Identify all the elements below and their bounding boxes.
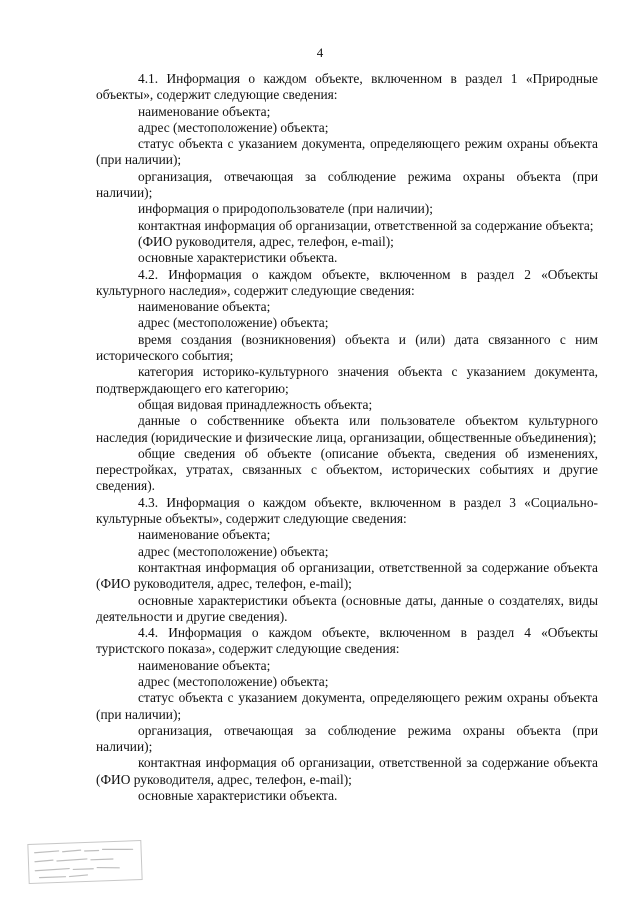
list-item: контактная информация об организации, ответственной за содержание объекта (ФИО руководителя, адрес, телефон, e-mail);	[96, 559, 598, 592]
list-item: общие сведения об объекте (описание объекта, сведения об изменениях, перестройках, утратах, связанных с объектом, исторических событиях и другие сведения).	[96, 445, 598, 494]
paragraph-4-3: 4.3. Информация о каждом объекте, включенном в раздел 3 «Социально-культурные объекты», содержит следующие сведения:	[96, 494, 598, 527]
list-item: контактная информация об организации, ответственной за содержание объекта (ФИО руководителя, адрес, телефон, e-mail);	[96, 755, 598, 787]
list-item: адрес (местоположение) объекта;	[138, 119, 329, 135]
list-item: статус объекта с указанием документа, определяющего режим охраны объекта (при наличии);	[96, 136, 598, 168]
list-item: наименование объекта;	[138, 527, 271, 543]
faded-stamp-icon	[27, 840, 142, 884]
list-item: основные характеристики объекта (основные даты, данные о создателях, виды деятельности и другие сведения).	[96, 592, 598, 624]
list-item: организация, отвечающая за соблюдение режима охраны объекта (при наличии);	[96, 168, 598, 201]
list-item: (ФИО руководителя, адрес, телефон, e-mail);	[138, 233, 394, 249]
list-item: контактная информация об организации, ответственной за содержание объекта;	[138, 217, 594, 233]
list-item: организация, отвечающая за соблюдение режима охраны объекта (при наличии);	[96, 722, 598, 755]
page-number: 4	[316, 45, 324, 60]
paragraph-4-4: 4.4. Информация о каждом объекте, включенном в раздел 4 «Объекты туристского показа», содержит следующие сведения:	[96, 625, 598, 657]
document-body	[96, 71, 598, 804]
list-item: общая видовая принадлежность объекта;	[138, 396, 373, 412]
list-item: основные характеристики объекта.	[138, 250, 338, 266]
list-item: данные о собственнике объекта или пользователе объектом культурного наследия (юридические и физические лица, организации, общественные объединения);	[96, 413, 598, 445]
list-item: статус объекта с указанием документа, определяющего режим охраны объекта (при наличии);	[96, 690, 598, 722]
list-item: наименование объекта;	[138, 103, 271, 119]
list-item: наименование объекта;	[138, 657, 271, 673]
list-item: основные характеристики объекта.	[138, 788, 338, 804]
list-item: время создания (возникновения) объекта и (или) дата связанного с ним исторического события;	[96, 331, 598, 364]
list-item: категория историко-культурного значения объекта с указанием документа, подтверждающего его категорию;	[96, 364, 598, 396]
list-item: адрес (местоположение) объекта;	[138, 315, 329, 331]
paragraph-4-1: 4.1. Информация о каждом объекте, включенном в раздел 1 «Природные объекты», содержит следующие сведения:	[96, 71, 598, 103]
list-item: адрес (местоположение) объекта;	[138, 673, 329, 689]
list-item: наименование объекта;	[138, 299, 271, 315]
list-item: информация о природопользователе (при наличии);	[138, 201, 433, 217]
list-item: адрес (местоположение) объекта;	[138, 543, 329, 559]
paragraph-4-2: 4.2. Информация о каждом объекте, включенном в раздел 2 «Объекты культурного наследия», содержит следующие сведения:	[96, 266, 598, 298]
